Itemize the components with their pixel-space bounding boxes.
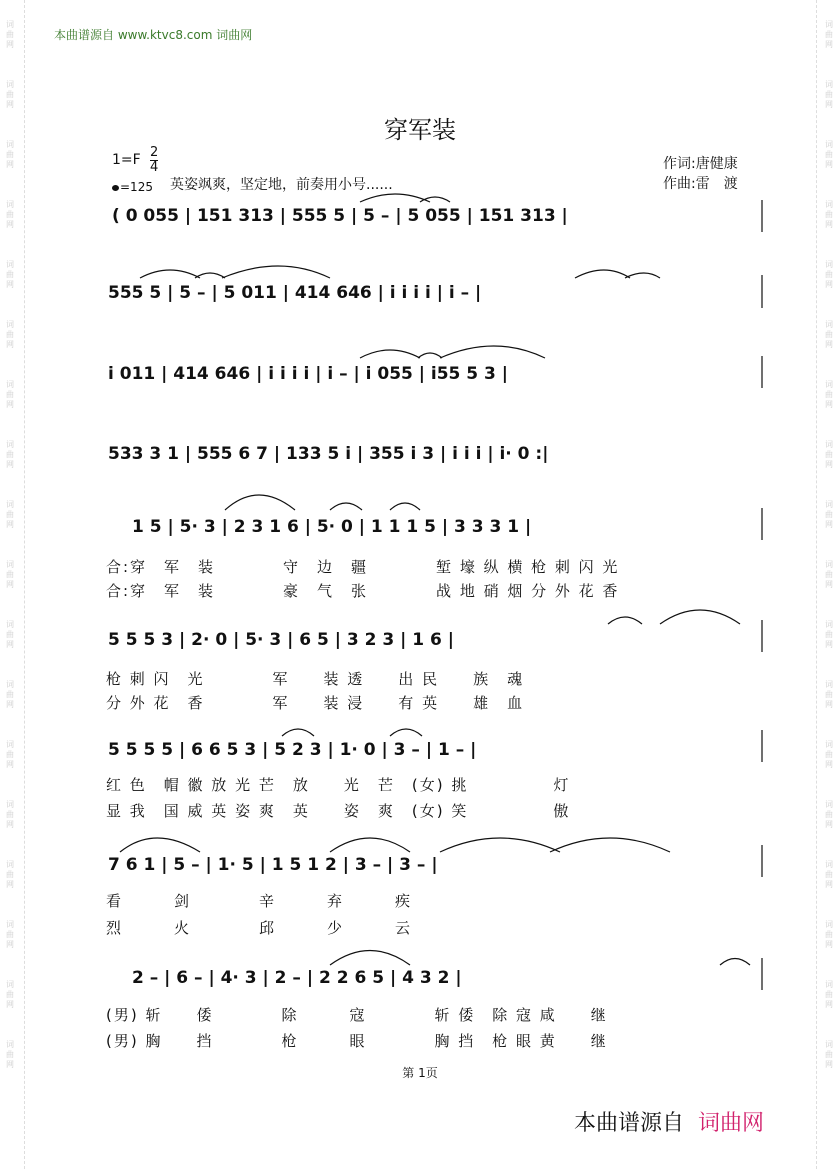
key-signature: 1=F bbox=[112, 152, 141, 168]
lyric-line: 显 我 国 威 英 姿 爽 英 姿 爽 (女) 笑 傲 bbox=[106, 802, 571, 820]
song-title: 穿军装 bbox=[384, 116, 456, 144]
quarter-note-icon bbox=[112, 185, 119, 191]
lyric-line: 烈 火 邱 少 云 bbox=[106, 919, 413, 937]
notation-text: 555 5 | 5 – | 5 011 | 414 646 | i i i i | i – | bbox=[108, 283, 482, 303]
notation-text: 5 5 5 5 | 6 6 5 3 | 5 2 3 | 1· 0 | 3 – | 1 – | bbox=[108, 740, 477, 760]
right-watermark: 词曲网 词曲网 词曲网 词曲网 词曲网 词曲网 词曲网 词曲网 词曲网 词曲网 词曲网 词曲网 词曲网 词曲网 词曲网 词曲网 词曲网 词曲网 bbox=[825, 20, 833, 1069]
time-sig-denominator: 4 bbox=[150, 160, 159, 175]
staff-row-3 bbox=[108, 364, 765, 408]
footer-text: 本曲谱源自 bbox=[574, 1111, 685, 1136]
staff-row-2 bbox=[108, 283, 765, 327]
lyric-line: 红 色 帽 徽 放 光 芒 放 光 芒 (女) 挑 灯 bbox=[106, 776, 571, 794]
composer-credit: 作曲:雷 渡 bbox=[663, 176, 738, 192]
tempo-mark: =125 bbox=[112, 180, 153, 194]
notation-text: 2 – | 6 – | 4· 3 | 2 – | 2 2 6 5 | 4 3 2 | bbox=[132, 968, 462, 988]
footer-brand-link[interactable]: 词曲网 bbox=[698, 1111, 765, 1136]
staff-row-4 bbox=[108, 444, 765, 488]
footer-source[interactable] bbox=[574, 1106, 764, 1137]
notation-text: 533 3 1 | 555 6 7 | 133 5 i | 355 i 3 | i i i | i· 0 :| bbox=[108, 444, 549, 464]
page-number: 第 1页 bbox=[402, 1066, 438, 1080]
staff-row-1 bbox=[108, 206, 765, 250]
lyric-line: (男) 胸 挡 枪 眼 胸 挡 枪 眼 黄 继 bbox=[106, 1032, 608, 1050]
lyric-line: 合:穿 军 装 守 边 疆 堑 壕 纵 横 枪 刺 闪 光 bbox=[106, 558, 620, 576]
left-watermark: 词曲网 词曲网 词曲网 词曲网 词曲网 词曲网 词曲网 词曲网 词曲网 词曲网 词曲网 词曲网 词曲网 词曲网 词曲网 词曲网 词曲网 词曲网 bbox=[6, 20, 14, 1069]
source-header[interactable]: 本曲谱源自 www.ktvc8.com 词曲网 bbox=[54, 28, 253, 42]
left-border bbox=[24, 0, 25, 1169]
lyric-line: 分 外 花 香 军 装 浸 有 英 雄 血 bbox=[106, 694, 525, 712]
notation-text: i 011 | 414 646 | i i i i | i – | i 055 | i55 5 3 | bbox=[108, 364, 508, 384]
staff-row-5 bbox=[108, 517, 765, 561]
notation-text: 7 6 1 | 5 – | 1· 5 | 1 5 1 2 | 3 – | 3 – | bbox=[108, 855, 438, 875]
lyricist-credit: 作词:唐健康 bbox=[663, 156, 738, 172]
lyric-line: 合:穿 军 装 豪 气 张 战 地 硝 烟 分 外 花 香 bbox=[106, 582, 620, 600]
lyric-line: (男) 斩 倭 除 寇 斩 倭 除 寇 咸 继 bbox=[106, 1006, 608, 1024]
expression-text: 英姿飒爽，坚定地，前奏用小号...... bbox=[170, 177, 393, 193]
time-signature bbox=[150, 146, 158, 175]
notation-text: 1 5 | 5· 3 | 2 3 1 6 | 5· 0 | 1 1 1 5 | 3 3 3 1 | bbox=[132, 517, 532, 537]
lyric-line: 看 剑 辛 弃 疾 bbox=[106, 892, 413, 910]
lyric-line: 枪 刺 闪 光 军 装 透 出 民 族 魂 bbox=[106, 670, 525, 688]
notation-text: ( 0 055 | 151 313 | 555 5 | 5 – | 5 055 | 151 313 | bbox=[112, 206, 568, 226]
notation-text: 5 5 5 3 | 2· 0 | 5· 3 | 6 5 | 3 2 3 | 1 6 | bbox=[108, 630, 454, 650]
time-sig-numerator: 2 bbox=[150, 145, 159, 160]
right-border bbox=[816, 0, 817, 1169]
